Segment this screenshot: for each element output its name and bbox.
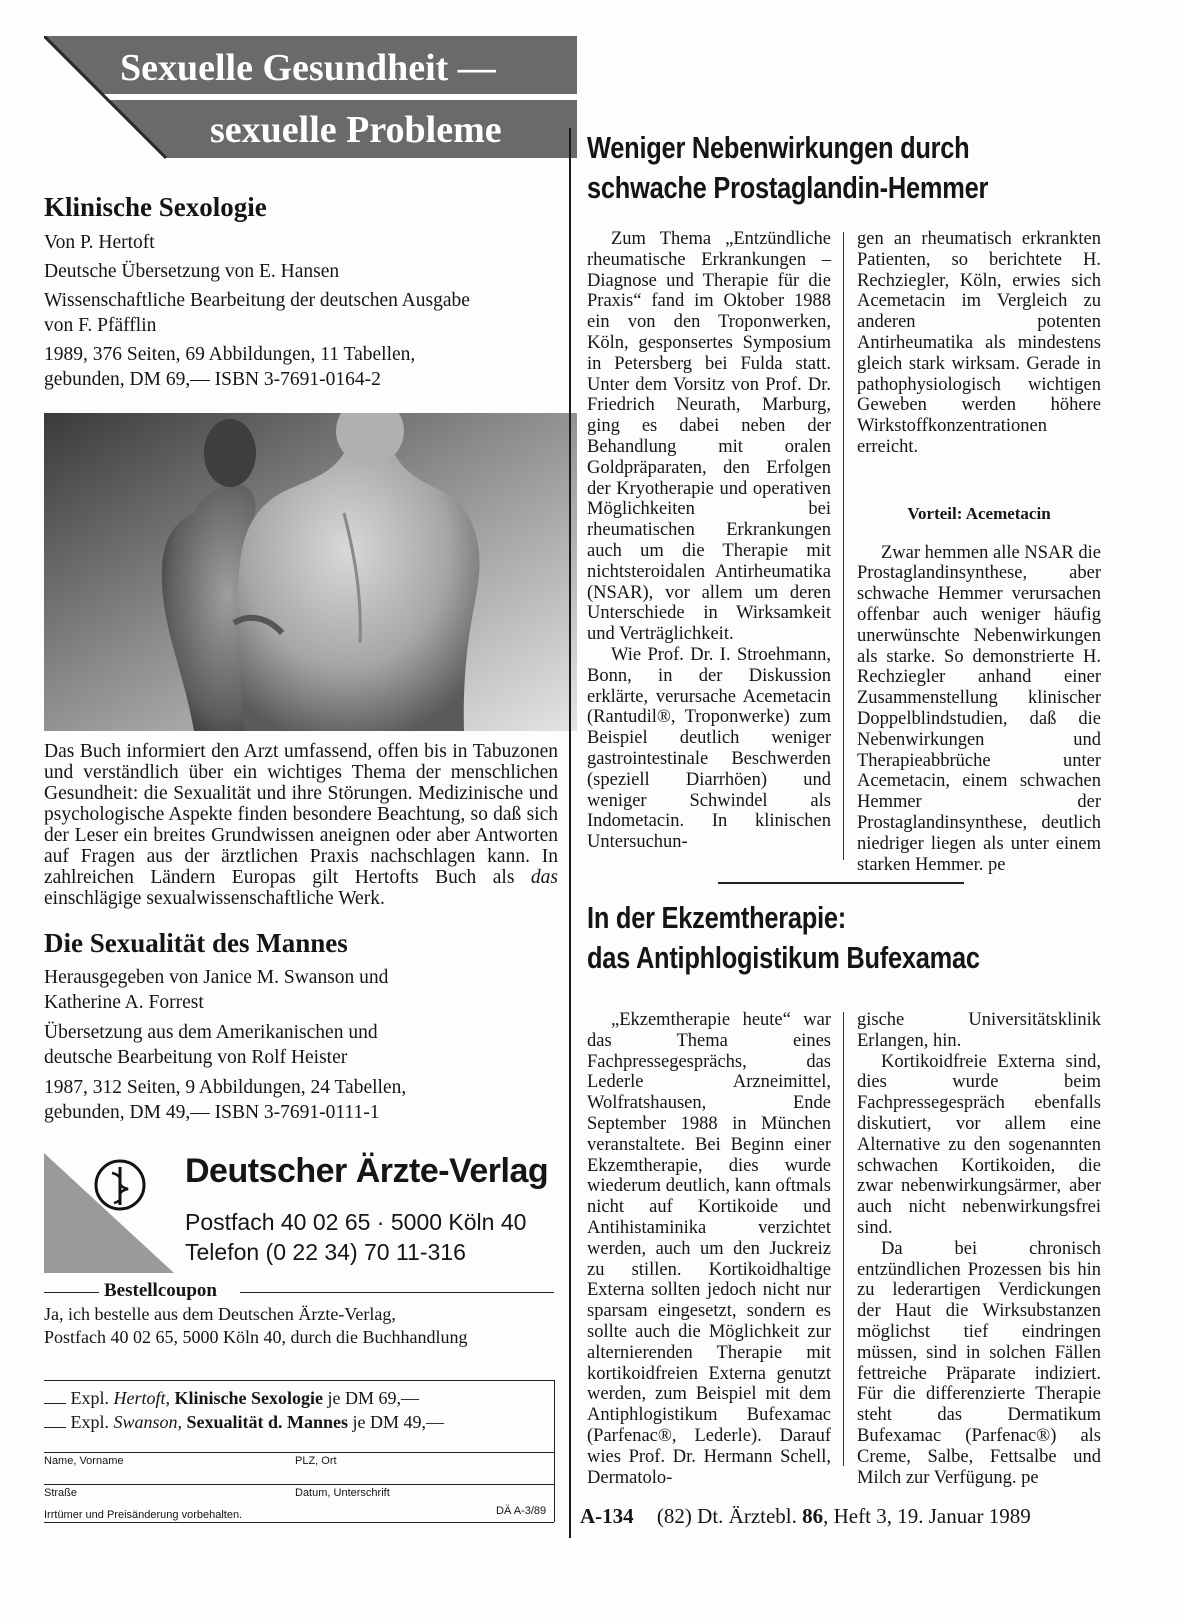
article1-col1-para1: Zum Thema „Entzündliche rheumatische Erkrankungen – Diagnose und Therapie für die Praxis“ fand im Oktober 1988 ein von den Troponwerken, Köln, gesponsertes Symposium in Petersberg bei Fulda statt. Unter dem Vorsitz von Prof. Dr. Friedrich Neurath, Marburg, ging es dabei neben der Behandlung mit oralen Goldpräparaten, den Erfolgen der Kryotherapie und operativen Möglichkeiten bei rheumatischen Erkrankungen auch um die Therapie mit nichtsteroidalen Antirheumatika (NSAR), vor allem um deren Unterschiede in Wirksamkeit und Verträglichkeit. xyxy=(587,229,831,645)
coupon-text-line1: Ja, ich bestelle aus dem Deutschen Ärzte-Verlag, xyxy=(44,1304,396,1324)
article1-headline-line2: schwache Prostaglandin-Hemmer xyxy=(587,170,989,205)
article2-headline-line2: das Antiphlogistikum Bufexamac xyxy=(587,940,980,975)
book2-editors-cont: Katherine A. Forrest xyxy=(44,992,204,1013)
article1-column2 xyxy=(857,229,1101,875)
form-rule-2 xyxy=(44,1484,554,1485)
article1-col2-para2 xyxy=(857,543,1101,876)
book1-editor: Wissenschaftliche Bearbeitung der deutschen Ausgabe xyxy=(44,290,470,311)
form-rule-1 xyxy=(44,1452,554,1453)
book1-description-text: Das Buch informiert den Arzt umfassend, offen bis in Tabuzonen und verständlich über ein wichtiges Thema der menschlichen Gesundheit: die Sexualität und ihre Störungen. Medizinische und psychologische Aspekte finden besondere Beachtung, so daß sich der Leser ein breites Grundwissen aneignen oder aber Antworten auf Fragen aus der ärztlichen Praxis nachschlagen kann. In zahlreichen Ländern Europas gilt Hertofts Buch als xyxy=(44,741,558,888)
coupon-code: DÄ A-3/89 xyxy=(496,1505,547,1517)
book1-author: Von P. Hertoft xyxy=(44,232,155,253)
book2-translator: deutsche Bearbeitung von Rolf Heister xyxy=(44,1047,348,1068)
coupon-rule-right xyxy=(240,1292,554,1293)
book1-description-emphasis: das xyxy=(530,867,558,888)
column-divider xyxy=(569,128,571,1538)
article2-column1 xyxy=(587,1010,831,1488)
article1-signature: pe xyxy=(988,854,1006,875)
book2-title: Die Sexualität des Mannes xyxy=(44,928,348,958)
article1-col-rule xyxy=(843,232,844,860)
journal-reference: (82) Dt. Ärztebl. xyxy=(656,1504,797,1528)
date-field-label: Datum, Unterschrift xyxy=(295,1487,390,1499)
journal-volume: 86 xyxy=(802,1504,824,1528)
book1-title: Klinische Sexologie xyxy=(44,192,267,222)
book1-translator: Deutsche Übersetzung von E. Hansen xyxy=(44,261,340,282)
journal-issue: , Heft 3, 19. Januar 1989 xyxy=(823,1504,1031,1528)
banner-title-line2: sexuelle Probleme xyxy=(210,109,502,151)
book2-translation: Übersetzung aus dem Amerikanischen und xyxy=(44,1022,378,1043)
order1-author: Hertoft, xyxy=(113,1388,170,1408)
coupon-separator xyxy=(44,1380,554,1381)
article1-headline-line1: Weniger Nebenwirkungen durch xyxy=(587,130,970,165)
article2-col2-para2: Kortikoidfreie Externa sind, dies wurde beim Fachpressegespräch ebenfalls diskutiert, vor allem eine Alternative zu den sogenannten schwachen Kortikoiden, die zwar nebenwirkungsärmer, aber auch nicht nebenwirkungsfrei sind. xyxy=(857,1051,1101,1238)
article2-col1-para1: „Ekzemtherapie heute“ war das Thema eines Fachpressegesprächs, das Lederle Arzneimittel, Wolfratshausen, Ende September 1988 in München veranstaltete. Bei Beginn einer Ekzemtherapie, dies wurde wiederum deutlich, kann oftmals nicht auf Kortikoide und Antihistaminika verzichtet werden, auch um den Juckreiz zu stillen. Kortikoidhaltige Externa sollten jedoch nicht nur sparsam eingesetzt, sondern es sollte auch die Möglichkeit zur alternierenden Therapie mit kortikoidfreien Externa genutzt werden, zum Beispiel mit dem Antiphlogistikum Bufexamac (Parfenac®, Lederle). Darauf wies Prof. Dr. Hermann Schell, Dermatolo- xyxy=(587,1010,831,1488)
order2-author: Swanson, xyxy=(113,1412,183,1432)
form-rule-3 xyxy=(44,1522,554,1523)
article1-subhead: Vorteil: Acemetacin xyxy=(907,503,1051,523)
book1-description xyxy=(44,741,558,909)
book1-price-isbn: gebunden, DM 69,— ISBN 3-7691-0164-2 xyxy=(44,369,381,390)
article2-col2-para3 xyxy=(857,1239,1101,1489)
order2-price: je DM 49,— xyxy=(352,1412,445,1432)
publisher-logo xyxy=(44,1153,184,1273)
street-field-label: Straße xyxy=(44,1487,78,1499)
order-line-2[interactable] xyxy=(44,1412,444,1433)
plz-field-label: PLZ, Ort xyxy=(295,1455,337,1467)
article-separator xyxy=(718,882,964,884)
order1-price: je DM 69,— xyxy=(327,1388,419,1408)
article1-col2-para2-text: Zwar hemmen alle NSAR die Prostaglandinsynthese, aber schwache Hemmer verursachen offenbar auch weniger häufig unerwünschte Nebenwirkungen als starke. So demonstrierte H. Rechziegler anhand einer Zusammenstellung klinischer Doppelblindstudien, daß die Nebenwirkungen und Therapieabbrüche unter Acemetacin, einem schwachen Hemmer der Prostaglandinsynthese, deutlich niedriger liegen als unter einem starken Hemmer. xyxy=(857,542,1101,875)
article1-col2-para1: gen an rheumatisch erkrankten Patienten, so berichtete H. Rechziegler, Köln, erwies sich Acemetacin im Vergleich zu anderen potenten Antirheumatika als mindestens gleich stark wirksam. Gerade in pathophysiologisch wichtigen Geweben werden höhere Wirkstoffkonzentrationen erreicht. xyxy=(857,229,1101,457)
publisher-phone: Telefon (0 22 34) 70 11-316 xyxy=(185,1239,466,1265)
order2-qty-field[interactable] xyxy=(44,1427,66,1428)
article1-column1 xyxy=(587,229,831,853)
article2-col-rule xyxy=(843,1012,844,1466)
order1-qty-field[interactable] xyxy=(44,1403,66,1404)
section-banner xyxy=(44,36,577,166)
article2-col2-para1: gische Universitätsklinik Erlangen, hin. xyxy=(857,1010,1101,1051)
name-field-label: Name, Vorname xyxy=(44,1455,124,1467)
book-cover-photo xyxy=(44,413,577,731)
page-number: A-134 xyxy=(580,1504,634,1528)
order2-title: Sexualität d. Mannes xyxy=(186,1412,349,1432)
coupon-right-border xyxy=(554,1380,555,1522)
publisher-address: Postfach 40 02 65 · 5000 Köln 40 xyxy=(185,1209,527,1235)
book1-specs: 1989, 376 Seiten, 69 Abbildungen, 11 Tabellen, xyxy=(44,344,416,365)
book1-description-end: einschlägige sexualwissenschaftliche Werk. xyxy=(44,888,385,909)
disclaimer: Irrtümer und Preisänderung vorbehalten. xyxy=(44,1509,243,1521)
book2-editors: Herausgegeben von Janice M. Swanson und xyxy=(44,967,389,988)
book1-editor-name: von F. Pfäfflin xyxy=(44,315,157,336)
book2-details xyxy=(44,965,406,1125)
article2-headline-line1: In der Ekzemtherapie: xyxy=(587,900,847,935)
coupon-heading: Bestellcoupon xyxy=(104,1280,217,1301)
banner-title-line1: Sexuelle Gesundheit — xyxy=(120,47,496,89)
book2-specs: 1987, 312 Seiten, 9 Abbildungen, 24 Tabellen, xyxy=(44,1077,407,1098)
article2-col2-para3-text: Da bei chronisch entzündlichen Prozessen bis hin zu lederartigen Verdickungen der Haut die Wirksubstanzen möglichst tief eindringen müssen, sind in solchen Fällen fettreiche Präparate indiziert. Für die differenzierte Therapie steht das Dermatikum Bufexamac (Parfenac®) als Creme, Salbe, Fettsalbe und Milch zur Verfügung. xyxy=(857,1238,1101,1488)
order2-prefix: Expl. xyxy=(70,1412,109,1432)
coupon-text xyxy=(44,1303,467,1349)
article2-column2 xyxy=(857,1010,1101,1488)
book1-details xyxy=(44,230,470,392)
book2-price-isbn: gebunden, DM 49,— ISBN 3-7691-0111-1 xyxy=(44,1102,380,1123)
order-line-1[interactable] xyxy=(44,1388,419,1409)
coupon-text-line2: Postfach 40 02 65, 5000 Köln 40, durch die Buchhandlung xyxy=(44,1327,468,1347)
order1-prefix: Expl. xyxy=(70,1388,109,1408)
coupon-rule-left xyxy=(44,1292,99,1293)
order1-title: Klinische Sexologie xyxy=(174,1388,323,1408)
article1-col1-para2: Wie Prof. Dr. I. Stroehmann, Bonn, in der Diskussion erklärte, verursache Acemetacin (Rantudil®, Troponwerke) zum Beispiel deutlich weniger gastrointestinale Beschwerden (speziell Diarrhöen) und weniger Schwindel als Indometacin. In klinischen Untersuchun- xyxy=(587,644,831,853)
publisher-name: Deutscher Ärzte-Verlag xyxy=(185,1152,549,1190)
page-footer xyxy=(580,1504,1031,1529)
article2-signature: pe xyxy=(1021,1467,1039,1488)
